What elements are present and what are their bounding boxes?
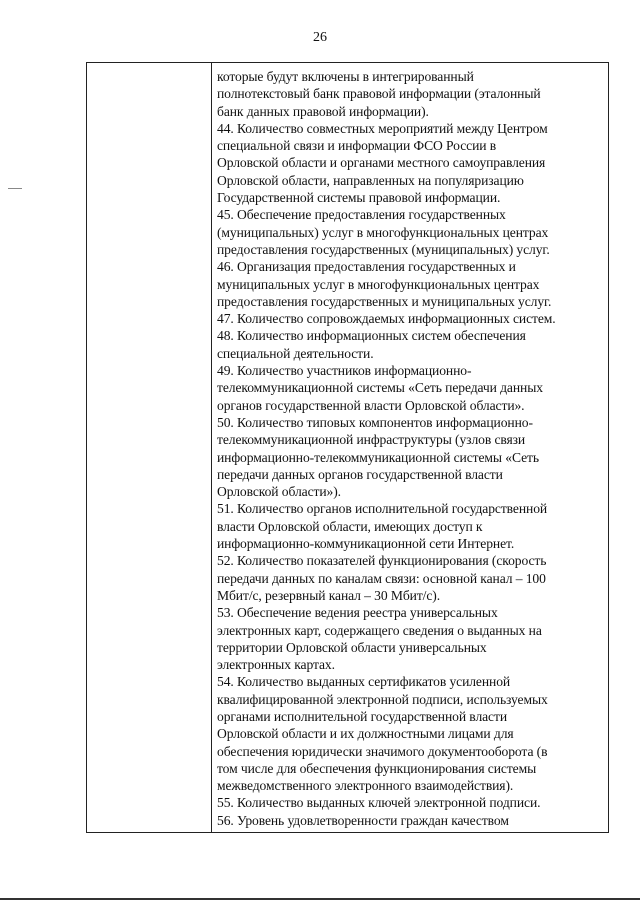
text-line: специальной связи и информации ФСО России в [217, 138, 497, 154]
text-line: электронных карт, содержащего сведения о выданных на [217, 622, 542, 638]
text-line: предоставления государственных и муниципальных услуг. [217, 293, 552, 309]
text-line: 55. Количество выданных ключей электронной подписи. [217, 795, 541, 811]
text-line: обеспечения юридически значимого документооборота (в [217, 743, 548, 759]
text-line: органами исполнительной государственной власти [217, 708, 508, 724]
text-line: 52. Количество показателей функционирования (скорость [217, 553, 547, 569]
text-line: 44. Количество совместных мероприятий между Центром [217, 120, 548, 136]
text-line: передачи данных по каналам связи: основной канал – 100 [217, 570, 546, 586]
text-line: территории Орловской области универсальных [217, 639, 487, 655]
text-line: 50. Количество типовых компонентов информационно- [217, 414, 533, 430]
text-line: 48. Количество информационных систем обеспечения [217, 328, 526, 344]
text-line: информационно-телекоммуникационной системы «Сеть [217, 449, 539, 465]
table-left-column [87, 63, 212, 832]
text-line: органов государственной власти Орловской области». [217, 397, 525, 413]
text-line: Орловской области, направленных на популяризацию [217, 172, 524, 188]
text-line: том числе для обеспечения функционирования системы [217, 760, 537, 776]
text-line: (муниципальных) услуг в многофункциональных центрах [217, 224, 549, 240]
text-line: 47. Количество сопровождаемых информационных систем. [217, 311, 556, 327]
text-line: телекоммуникационной инфраструктуры (узлов связи [217, 432, 526, 448]
text-line: информационно-коммуникационной сети Интернет. [217, 536, 515, 552]
text-line: банк данных правовой информации). [217, 103, 429, 119]
text-line: передачи данных органов государственной власти [217, 466, 503, 482]
text-line: предоставления государственных (муниципальных) услуг. [217, 241, 550, 257]
text-line: специальной деятельности. [217, 345, 374, 361]
text-line: власти Орловской области, имеющих доступ к [217, 518, 483, 534]
text-line: квалифицированной электронной подписи, используемых [217, 691, 548, 707]
text-line: Мбит/с, резервный канал – 30 Мбит/с). [217, 587, 441, 603]
text-line: 51. Количество органов исполнительной государственной [217, 501, 548, 517]
text-line: муниципальных услуг в многофункциональных центрах [217, 276, 540, 292]
text-line: электронных картах. [217, 657, 335, 673]
text-line: межведомственного электронного взаимодействия). [217, 778, 514, 794]
margin-mark [8, 188, 22, 189]
page-number: 26 [313, 30, 327, 45]
text-line: 46. Организация предоставления государственных и [217, 259, 516, 275]
text-line: 49. Количество участников информационно- [217, 363, 472, 379]
text-line: Орловской области и их должностными лицами для [217, 726, 514, 742]
text-line: полнотекстовый банк правовой информации (эталонный [217, 86, 541, 102]
document-table [86, 62, 609, 833]
text-line: Орловской области»). [217, 484, 341, 500]
text-line: 54. Количество выданных сертификатов усиленной [217, 674, 511, 690]
text-line: Государственной системы правовой информации. [217, 190, 501, 206]
text-line: 56. Уровень удовлетворенности граждан качеством [217, 812, 509, 828]
text-line: 53. Обеспечение ведения реестра универсальных [217, 605, 498, 621]
bottom-rule [0, 898, 640, 900]
text-line: телекоммуникационной системы «Сеть передачи данных [217, 380, 543, 396]
text-line: 45. Обеспечение предоставления государственных [217, 207, 506, 223]
text-line: Орловской области и органами местного самоуправления [217, 155, 546, 171]
table-right-column [213, 63, 608, 832]
text-line: которые будут включены в интегрированный [217, 69, 474, 84]
